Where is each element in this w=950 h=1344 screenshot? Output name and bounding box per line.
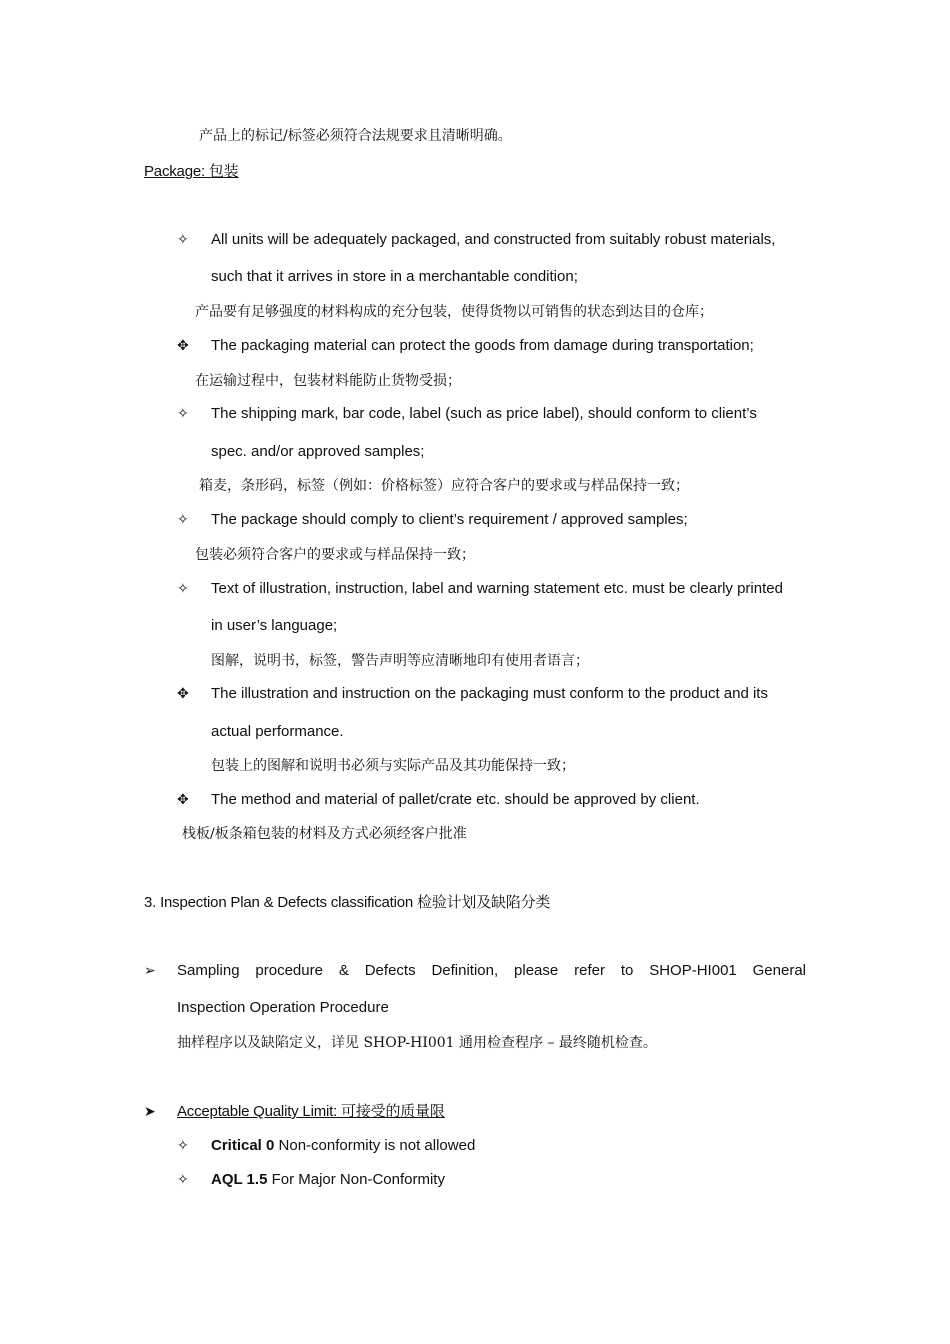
sampling-cn: 抽样程序以及缺陷定义，详见 SHOP-HI001 通用检查程序 – 最终随机检查。 bbox=[177, 1035, 657, 1051]
package-item-5-cn: 图解，说明书，标签，警告声明等应清晰地印有使用者语言； bbox=[211, 653, 589, 669]
package-item-2-line1: The packaging material can protect the goods from damage during transportation; bbox=[211, 337, 754, 354]
package-item-4-cn: 包装必须符合客户的要求或与样品保持一致； bbox=[195, 547, 475, 563]
package-item-3-line1: The shipping mark, bar code, label (such as price label), should conform to client’s bbox=[211, 405, 757, 422]
diamond-icon: ✧ bbox=[177, 512, 189, 528]
aql-heading: Acceptable Quality Limit: 可接受的质量限 bbox=[177, 1103, 445, 1120]
arrow-bold-icon: ➤ bbox=[144, 1104, 156, 1120]
package-heading: Package: 包装 bbox=[144, 163, 239, 180]
sampling-line2: Inspection Operation Procedure bbox=[177, 999, 389, 1016]
package-item-4-line1: The package should comply to client’s requirement / approved samples; bbox=[211, 511, 688, 528]
aql-item-major bbox=[211, 1171, 445, 1189]
diamond-icon: ✧ bbox=[177, 1138, 189, 1154]
diamond-icon: ✧ bbox=[177, 581, 189, 597]
package-item-7-cn: 栈板/板条箱包装的材料及方式必须经客户批准 bbox=[182, 826, 467, 842]
package-item-3-cn: 箱麦，条形码，标签（例如：价格标签）应符合客户的要求或与样品保持一致； bbox=[199, 478, 689, 494]
sampling-line1: Sampling procedure & Defects Definition, please refer to SHOP-HI001 General bbox=[177, 962, 806, 979]
package-item-6-line1: The illustration and instruction on the packaging must conform to the product and its bbox=[211, 685, 768, 702]
diamond-bold-icon: ✥ bbox=[177, 686, 189, 702]
package-item-6-line2: actual performance. bbox=[211, 723, 344, 740]
diamond-icon: ✧ bbox=[177, 1172, 189, 1188]
aql-item-critical-bold: Critical 0 bbox=[211, 1137, 275, 1154]
diamond-bold-icon: ✥ bbox=[177, 338, 189, 354]
package-item-3-line2: spec. and/or approved samples; bbox=[211, 443, 425, 460]
diamond-bold-icon: ✥ bbox=[177, 792, 189, 808]
package-item-7-line1: The method and material of pallet/crate etc. should be approved by client. bbox=[211, 791, 700, 808]
diamond-icon: ✧ bbox=[177, 232, 189, 248]
package-item-5-line1: Text of illustration, instruction, label and warning statement etc. must be clearly printed bbox=[211, 580, 783, 597]
arrow-icon: ➢ bbox=[144, 963, 156, 979]
diamond-icon: ✧ bbox=[177, 406, 189, 422]
package-item-6-cn: 包装上的图解和说明书必须与实际产品及其功能保持一致； bbox=[211, 758, 575, 774]
aql-item-critical bbox=[211, 1137, 475, 1155]
aql-item-major-bold: AQL 1.5 bbox=[211, 1171, 268, 1188]
aql-item-critical-text: Non-conformity is not allowed bbox=[274, 1137, 476, 1154]
package-item-5-line2: in user’s language; bbox=[211, 617, 338, 634]
package-item-2-cn: 在运输过程中，包装材料能防止货物受损； bbox=[195, 373, 461, 389]
package-item-1-line2: such that it arrives in store in a merchantable condition; bbox=[211, 268, 578, 285]
section-3-heading: 3. Inspection Plan & Defects classification 检验计划及缺陷分类 bbox=[144, 894, 551, 911]
intro-text: 产品上的标记/标签必须符合法规要求且清晰明确。 bbox=[199, 128, 512, 144]
package-item-1-cn: 产品要有足够强度的材料构成的充分包装，使得货物以可销售的状态到达目的仓库； bbox=[195, 304, 713, 320]
aql-item-major-text: For Major Non-Conformity bbox=[267, 1171, 445, 1188]
package-item-1-line1: All units will be adequately packaged, and constructed from suitably robust materials, bbox=[211, 231, 776, 248]
